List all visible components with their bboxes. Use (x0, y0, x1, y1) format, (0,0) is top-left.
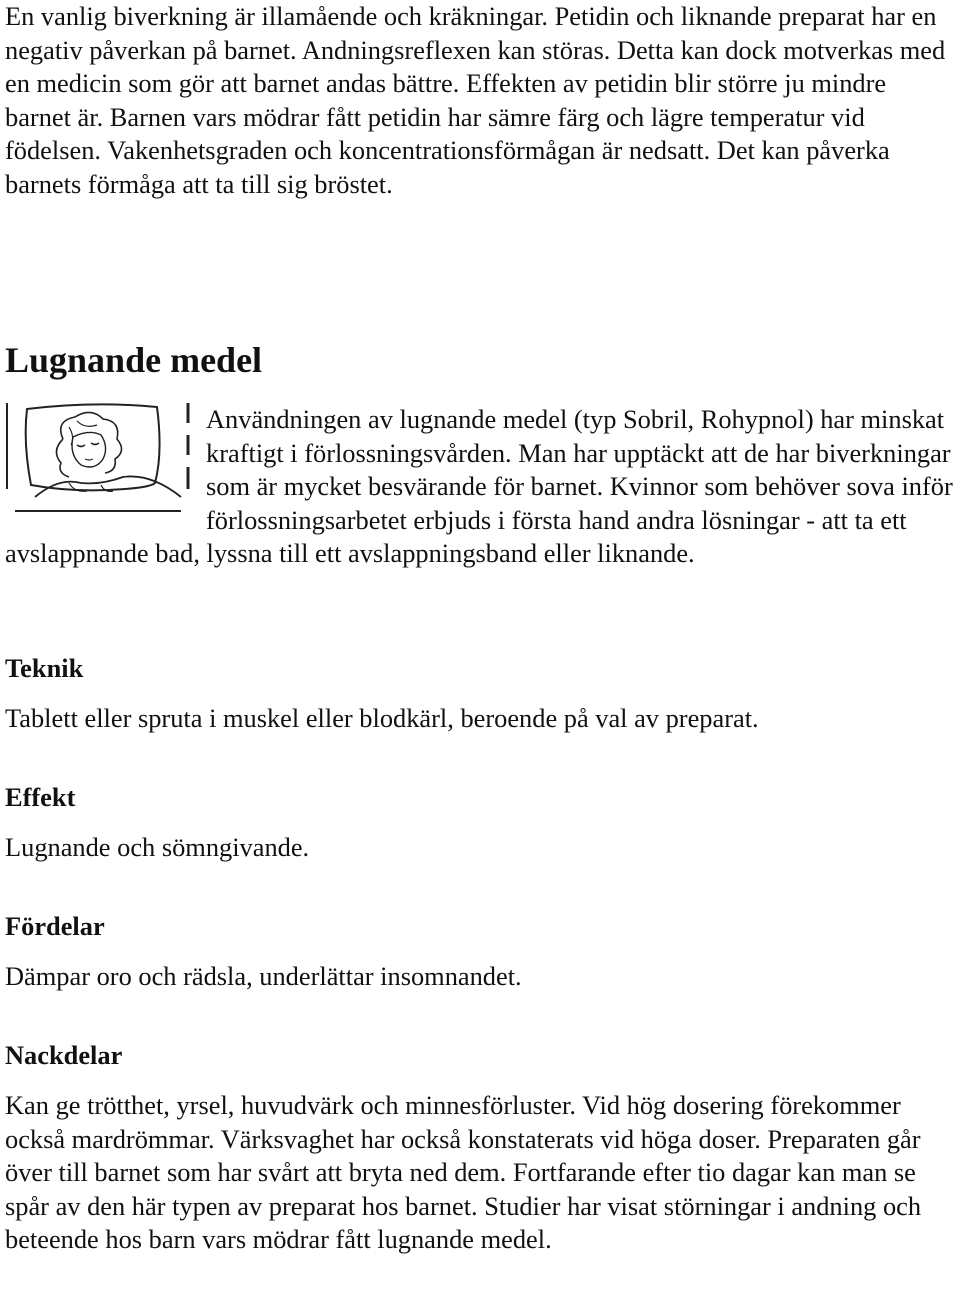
section-heading-fordelar: Fördelar (5, 911, 105, 941)
section-heading-lugnande-medel: Lugnande medel (5, 340, 263, 380)
intro-paragraph: En vanlig biverkning är illamående och kräkningar. Petidin och liknande preparat har en negativ påverkan på barnet. Andningsreflexen kan störas. Detta kan dock motverkas med en medicin som gör att barnet andas bättre. Effekten av petidin blir större ju mindre barnet är. Barnen vars mödrar fått petidin har sämre färg och lägre temperatur vid födelsen. Vakenhetsgraden och koncentrationsförmågan är nedsatt. Det kan påverka barnets förmåga att ta till sig bröstet. (5, 1, 946, 199)
sleeping-woman-icon (5, 393, 193, 515)
section-heading-effekt: Effekt (5, 782, 76, 812)
lugnande-paragraph: Användningen av lugnande medel (typ Sobril, Rohypnol) har minskat kraftigt i förlossningsvården. Man har upptäckt att de har biverkningar som är mycket besvärande för barnet. Kvinnor som behöver sova inför förlossningsarbetet erbjuds i första hand andra lösningar - att ta ett avslappnande bad, lyssna till ett avslappningsband eller liknande. (5, 404, 953, 569)
effekt-paragraph: Lugnande och sömngivande. (5, 832, 310, 862)
lugnande-section (5, 403, 960, 571)
teknik-paragraph: Tablett eller spruta i muskel eller blodkärl, beroende på val av preparat. (5, 703, 759, 733)
section-heading-nackdelar: Nackdelar (5, 1040, 123, 1070)
section-heading-teknik: Teknik (5, 653, 84, 683)
nackdelar-paragraph: Kan ge trötthet, yrsel, huvudvärk och minnesförluster. Vid hög dosering förekommer också mardrömmar. Värksvaghet har också konstaterats vid höga doser. Preparaten går över till barnet som har svårt att bryta ned dem. Fortfarande efter tio dagar kan man se spår av den här typen av preparat hos barnet. Studier har visat störningar i andning och beteende hos barn vars mödrar fått lugnande medel. (5, 1090, 922, 1255)
fordelar-paragraph: Dämpar oro och rädsla, underlättar insomnandet. (5, 961, 522, 991)
